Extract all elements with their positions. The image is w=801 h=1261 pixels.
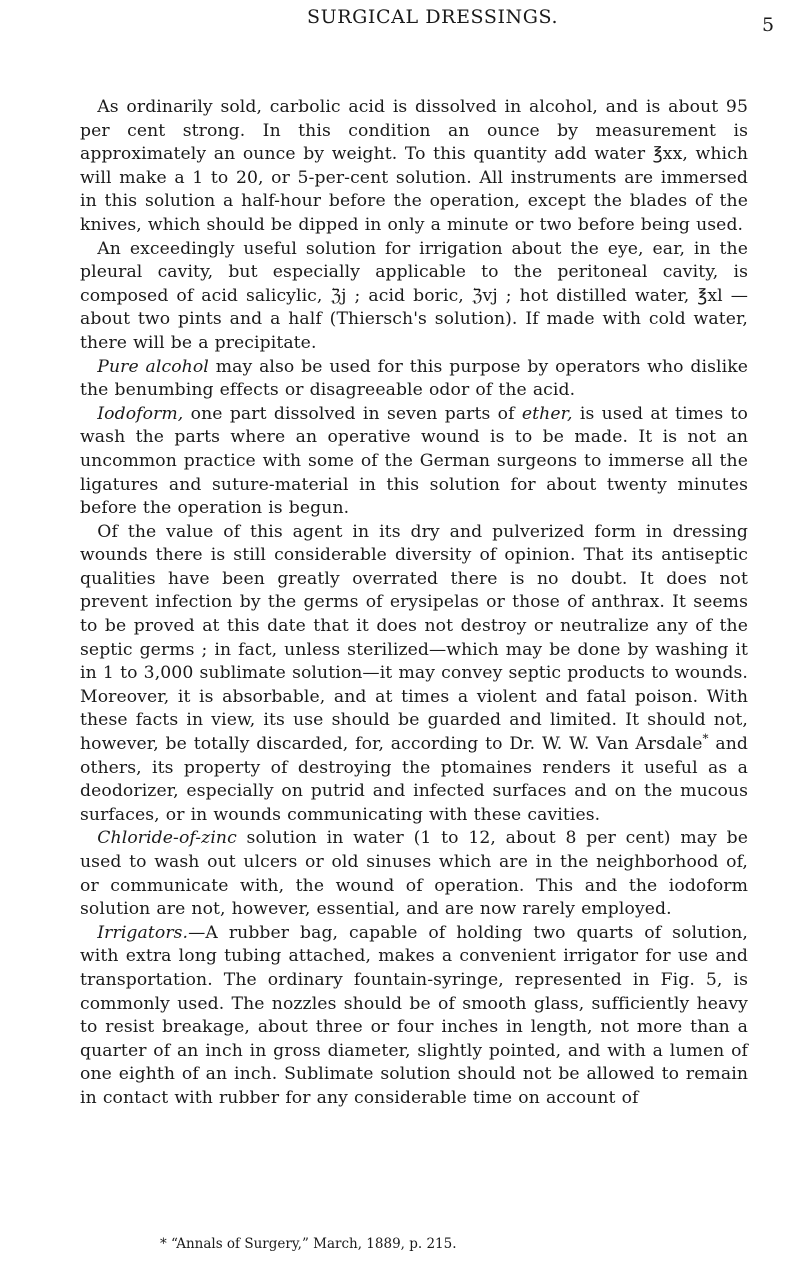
paragraph-text: An exceedingly useful solution for irrigation about the eye, ear, in the pleural cavity, but especially applicable to the peritoneal cavity, is composed of acid salicylic, ℨj ; acid boric, ℨvj ; hot distilled water, ℥xl —about two pints and a half (Thiersch's solution). If made with cold water, there will be a precipitate. xyxy=(80,238,748,353)
footnote: * “Annals of Surgery,” March, 1889, p. 215. xyxy=(160,1236,457,1252)
running-title: SURGICAL DRESSINGS. xyxy=(307,6,559,28)
paragraph-carbolic-acid xyxy=(80,96,748,238)
paragraph-text: —A rubber bag, capable of holding two quarts of solution, with extra long tubing attached, makes a convenient irrigator for use and transportation. The ordinary fountain-syringe, represented in Fig. 5, is commonly used. The nozzles should be of smooth glass, sufficiently heavy to resist breakage, about three or four inches in length, not more than a quarter of an inch in gross diameter, slightly pointed, and with a lumen of one eighth of an inch. Sublimate solution should not be allowed to remain in contact with rubber for any considerable time on account of xyxy=(80,922,748,1108)
term-pure-alcohol: Pure alcohol xyxy=(97,356,209,377)
term-ether: ether, xyxy=(521,403,573,424)
term-irrigators: Irrigators. xyxy=(97,922,189,943)
body-text xyxy=(80,96,748,1111)
paragraph-text: Of the value of this agent in its dry and pulverized form in dressing wounds there is still considerable diversity of opinion. That its antiseptic qualities have been greatly overrated there is no doubt. It does not prevent infection by the germs of erysipelas or those of anthrax. It seems to be proved at this date that it does not destroy or neutralize any of the septic germs ; in fact, unless sterilized—which may be done by washing it in 1 to 3,000 sublimate solution—it may convey septic products to wounds. Moreover, it is absorbable, and at times a violent and fatal poison. With these facts in view, its use should be guarded and limited. It should not, however, be totally discarded, for, according to Dr. W. W. Van Arsdale xyxy=(80,521,748,755)
paragraph-thiersch-solution xyxy=(80,238,748,356)
running-header xyxy=(0,6,801,36)
paragraph-iodoform xyxy=(80,403,748,521)
paragraph-irrigators xyxy=(80,922,748,1111)
footnote-marker[interactable]: * xyxy=(702,731,709,746)
paragraph-text: As ordinarily sold, carbolic acid is dissolved in alcohol, and is about 95 per cent strong. In this condition an ounce by measurement is approximately an ounce by weight. To this quantity add water ℥xx, which will make a 1 to 20, or 5-per-cent solution. All instruments are immersed in this solution a half-hour before the operation, except the blades of the knives, which should be dipped in only a minute or two before being used. xyxy=(80,97,748,235)
paragraph-text: may also be used for this purpose by operators who dislike the benumbing effects or disagreeable odor of the acid. xyxy=(80,356,748,401)
term-iodoform: Iodoform, xyxy=(97,403,184,424)
paragraph-text: one part dissolved in seven parts of xyxy=(183,403,522,424)
paragraph-chloride-of-zinc xyxy=(80,827,748,921)
paragraph-text: and others, its property of destroying the ptomaines renders it useful as a deodorizer, especially on putrid and infected surfaces and on the mucous surfaces, or in wounds communicating with these cavities. xyxy=(80,734,749,825)
paragraph-text: solution in water (1 to 12, about 8 per cent) may be used to wash out ulcers or old sinuses which are in the neighborhood of, or communicate with, the wound of operation. This and the iodoform solution are not, however, essential, and are now rarely employed. xyxy=(80,828,748,920)
term-chloride-of-zinc: Chloride-of-zinc xyxy=(97,828,237,849)
paragraph-text: is used at times to wash the parts where an operative wound is to be made. It is not an uncommon practice with some of the German surgeons to immerse all the ligatures and suture-material in this solution for about twenty minutes before the operation is begun. xyxy=(80,403,748,519)
page-number: 5 xyxy=(762,14,775,36)
paragraph-iodoform-value xyxy=(80,521,748,828)
paragraph-pure-alcohol xyxy=(80,356,748,403)
